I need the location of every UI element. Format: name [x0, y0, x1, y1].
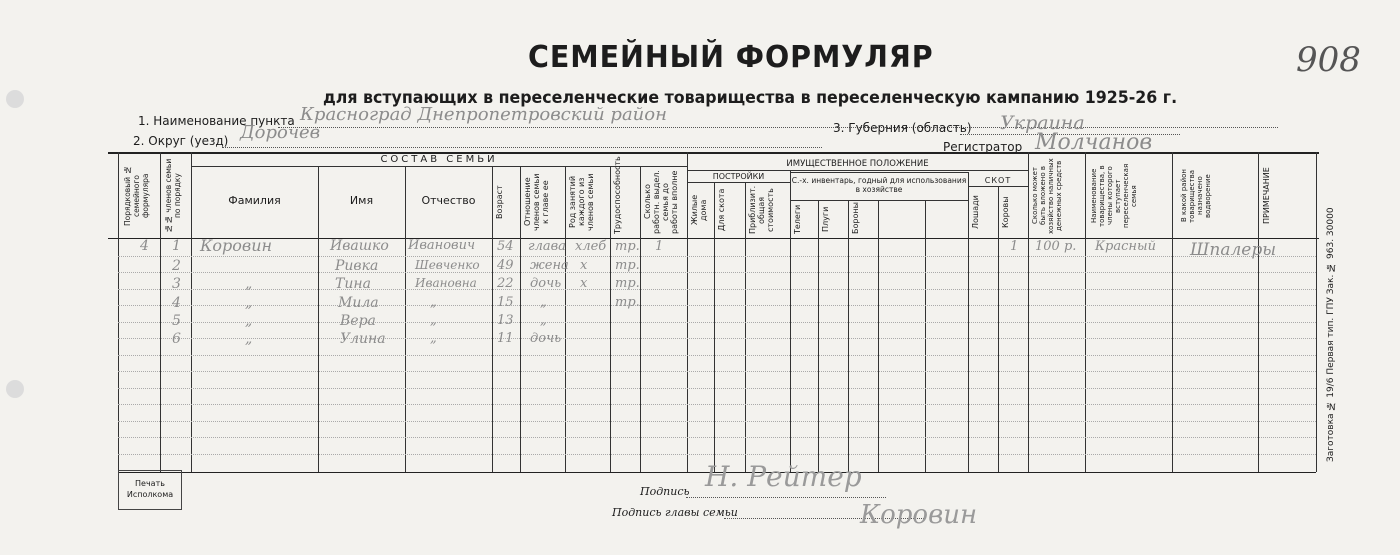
stamp-line-2: Исполкома	[126, 490, 174, 499]
col-line	[160, 152, 161, 472]
head-signature-value: Коровин	[860, 500, 978, 530]
table-cell-patronymic: Шевченко	[415, 258, 480, 272]
table-cell-member: 1	[172, 238, 181, 254]
col-line	[610, 166, 611, 472]
table-cell-ability: тр.	[615, 258, 640, 273]
col-line	[818, 200, 819, 472]
header-workers: Сколько работн. выдел. семья до работы вполне	[643, 170, 679, 234]
row-line	[118, 256, 1316, 257]
header-relation: Отношение членов семьи к главе ее	[523, 173, 550, 231]
signature-underline	[686, 497, 886, 498]
registrar-value: Молчанов	[1035, 130, 1153, 155]
point-label: 1. Наименование пункта	[138, 114, 295, 128]
header-horses: Лошади	[971, 195, 980, 229]
col-line	[1085, 152, 1086, 472]
header-occupation: Род занятий каждого из членов семьи	[568, 173, 595, 231]
table-top-rule	[108, 152, 1319, 154]
table-cell-cows: 1	[1010, 239, 1019, 254]
row-line	[118, 272, 1316, 273]
header-property-group: ИМУЩЕСТВЕННОЕ ПОЛОЖЕНИЕ	[786, 159, 929, 169]
table-cell-relation: „	[540, 313, 547, 328]
row-line	[118, 338, 1316, 339]
table-cell-occupation: х	[580, 276, 588, 291]
col-line	[118, 152, 119, 472]
header-inventory-group: С.-х. инвентарь, годный для использования в хозяйстве	[791, 176, 967, 194]
row-line	[118, 404, 1316, 405]
header-value: Приблизит. общая стоимость	[748, 185, 775, 234]
table-cell-surname: „	[245, 295, 253, 311]
table-cell-occupation: хлеб	[575, 239, 607, 254]
table-cell-surname: „	[245, 331, 253, 347]
header-livestock-group: СКОТ	[984, 176, 1012, 185]
col-line	[318, 166, 319, 472]
col-line	[925, 200, 926, 472]
header-patronymic: Отчество	[421, 194, 476, 207]
table-cell-relation: дочь	[530, 276, 562, 291]
margin-imprint: Заготовка № 19/6 Первая тип. ГПУ Зак. № 963. 30000	[1326, 207, 1336, 463]
okrug-value: Дорочев	[240, 122, 321, 143]
col-line	[998, 186, 999, 472]
table-cell-age: 54	[497, 239, 514, 254]
header-notes: ПРИМЕЧАНИЕ	[1262, 167, 1271, 225]
col-line	[492, 166, 493, 472]
row-line	[118, 388, 1316, 389]
punch-hole	[6, 90, 24, 108]
table-cell-patronymic: „	[430, 295, 437, 310]
guberniya-label: 3. Губерния (область)	[833, 121, 972, 135]
header-age: Возраст	[495, 185, 504, 219]
property-group-rule	[687, 170, 1028, 171]
table-cell-age: 13	[497, 313, 514, 328]
header-carts: Телеги	[793, 204, 802, 234]
point-underline	[278, 127, 1278, 128]
table-cell-age: 11	[497, 331, 514, 346]
header-ploughs: Плуги	[821, 206, 830, 232]
table-cell-workers: 1	[655, 239, 664, 254]
document-subtitle: для вступающих в переселенческие товарищества в переселенческую кампанию 1925-26 г.	[323, 88, 1178, 108]
col-line	[687, 152, 688, 472]
table-cell-order: 4	[140, 238, 149, 254]
table-cell-name: Улина	[340, 331, 386, 347]
table-cell-ability: тр.	[615, 239, 640, 254]
table-cell-age: 49	[497, 258, 514, 273]
table-cell-patronymic: „	[430, 313, 437, 328]
header-partnership: Наименование товарищества, в члены которого вступает переселенческая семья	[1090, 163, 1138, 229]
row-line	[118, 355, 1316, 356]
table-cell-age: 15	[497, 295, 514, 310]
table-cell-ability: тр.	[615, 295, 640, 310]
table-cell-member: 2	[172, 258, 181, 274]
table-cell-name: Ривка	[335, 258, 379, 274]
header-member-no: №№ членов семьи по порядку	[164, 158, 182, 234]
table-cell-member: 6	[172, 331, 181, 347]
col-line	[848, 200, 849, 472]
signature-value: Н. Рейтер	[705, 460, 862, 493]
table-cell-member: 5	[172, 313, 181, 329]
stamp-line-1: Печать	[135, 479, 165, 488]
col-line	[520, 166, 521, 472]
col-line	[565, 166, 566, 472]
col-line	[1172, 152, 1173, 472]
table-cell-surname: „	[245, 276, 253, 292]
table-cell-name: Мила	[338, 295, 379, 311]
row-line	[118, 289, 1316, 290]
row-line	[118, 305, 1316, 306]
table-cell-cash: 100 р.	[1035, 239, 1077, 254]
table-cell-name: Тина	[335, 276, 371, 292]
col-line	[714, 182, 715, 472]
header-name: Имя	[349, 194, 374, 207]
table-cell-region: Шпалеры	[1190, 240, 1277, 260]
col-line	[1316, 152, 1317, 472]
col-line	[640, 166, 641, 472]
table-cell-member: 4	[172, 295, 181, 311]
col-line	[878, 200, 879, 472]
registrar-label: Регистратор	[943, 140, 1023, 154]
stamp-box	[118, 470, 182, 510]
signature-label: Подпись	[640, 485, 690, 498]
head-signature-label: Подпись главы семьи	[612, 506, 738, 519]
table-cell-relation: глава	[528, 239, 566, 254]
header-family-group: СОСТАВ СЕМЬИ	[380, 154, 498, 165]
col-line	[1028, 152, 1029, 472]
guberniya-value: Украина	[1000, 112, 1085, 134]
header-cows: Коровы	[1001, 196, 1010, 228]
buildings-group-rule	[687, 182, 790, 183]
table-cell-relation: жена	[530, 258, 569, 273]
table-cell-patronymic: Ивановна	[415, 276, 477, 290]
table-cell-surname: Коровин	[200, 236, 273, 255]
table-cell-patronymic: Иванович	[408, 238, 476, 253]
okrug-label: 2. Округ (уезд)	[133, 134, 229, 148]
okrug-underline	[222, 147, 822, 148]
table-cell-age: 22	[497, 276, 514, 291]
table-cell-partnership: Красный	[1095, 239, 1156, 254]
col-line	[745, 182, 746, 472]
header-barns: Для скота	[717, 188, 726, 232]
table-cell-occupation: х	[580, 258, 588, 273]
table-cell-relation: „	[540, 295, 547, 310]
document-title: СЕМЕЙНЫЙ ФОРМУЛЯР	[528, 40, 934, 75]
header-cash: Сколько может быть вложено в хозяйство наличных денежных средств	[1031, 158, 1063, 234]
table-cell-surname: „	[245, 313, 253, 329]
header-ability: Трудоспособность	[613, 156, 622, 234]
row-line	[118, 371, 1316, 372]
table-cell-relation: дочь	[530, 331, 562, 346]
row-line	[118, 437, 1316, 438]
punch-hole	[6, 380, 24, 398]
table-cell-name: Вера	[340, 313, 376, 329]
table-cell-ability: тр.	[615, 276, 640, 291]
inventory-top-rule	[790, 172, 968, 173]
col-line	[790, 170, 791, 472]
header-harrows: Бороны	[851, 202, 860, 234]
row-line	[118, 454, 1316, 455]
header-house: Жилые дома	[690, 194, 708, 226]
row-line	[118, 421, 1316, 422]
table-cell-member: 3	[172, 276, 181, 292]
archive-number: 908	[1296, 40, 1361, 80]
row-line	[118, 322, 1316, 323]
col-line	[405, 166, 406, 472]
col-line	[1258, 152, 1259, 472]
inventory-group-rule	[790, 200, 968, 201]
header-region: В какой район товарищества назначено водворение	[1180, 169, 1212, 223]
header-buildings-group: ПОСТРОЙКИ	[712, 172, 765, 181]
header-surname: Фамилия	[228, 194, 281, 207]
table-cell-patronymic: „	[430, 331, 437, 346]
table-cell-name: Ивашко	[330, 238, 389, 254]
point-value: Красноград Днепропетровский район	[300, 104, 667, 125]
header-order-no: Порядковый № семейного формуляра	[123, 165, 150, 227]
